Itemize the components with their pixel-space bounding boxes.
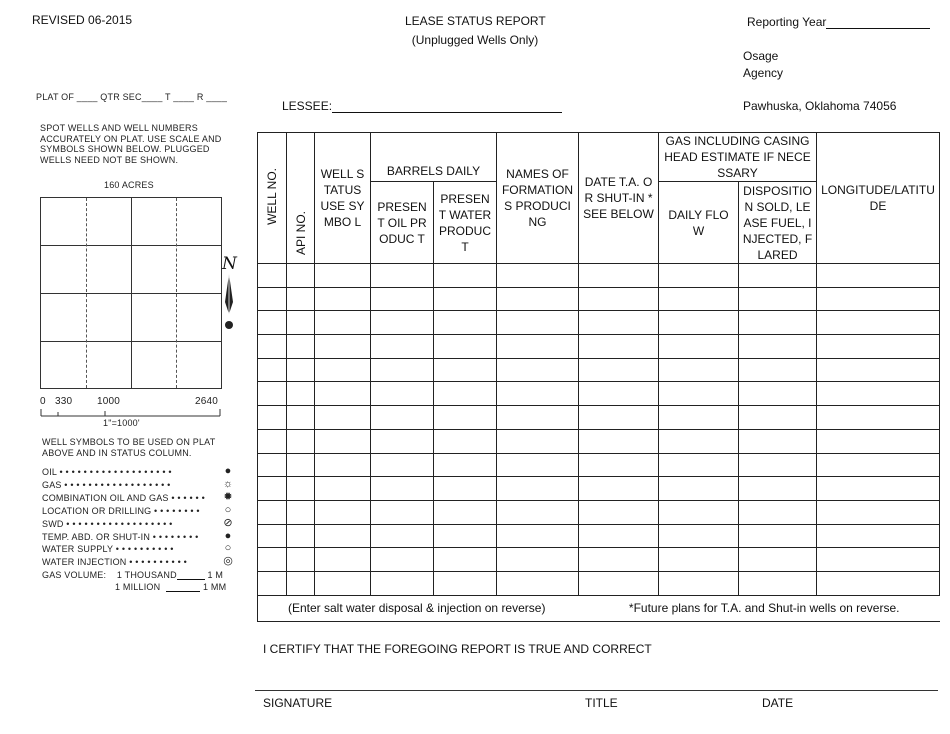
oil-symbol-icon: ●	[224, 465, 232, 477]
gas-million-unit: 1 MM	[203, 582, 227, 592]
table-cell[interactable]	[371, 500, 434, 524]
plat-gridline	[176, 198, 177, 388]
gas-including-header: GAS INCLUDING CASINGHEAD ESTIMATE IF NECESSARY	[659, 133, 817, 182]
well-no-header	[258, 133, 287, 264]
table-cell[interactable]	[579, 571, 659, 595]
table-cell[interactable]	[258, 500, 287, 524]
table-cell[interactable]	[817, 287, 940, 311]
table-cell[interactable]	[817, 311, 940, 335]
daily-flow-header: DAILY FLOW	[659, 182, 739, 264]
table-cell[interactable]	[497, 500, 579, 524]
legend-swd: SWD • • • • • • • • • • • • • • • • • •	[42, 518, 173, 529]
present-oil-header: PRESENT OIL PRODUC T	[371, 182, 434, 264]
table-cell[interactable]	[739, 287, 817, 311]
footer-note-right: *Future plans for T.A. and Shut-in wells on reverse.	[628, 601, 900, 616]
table-cell[interactable]	[287, 500, 315, 524]
agency-line1: Osage	[743, 49, 779, 63]
table-cell[interactable]	[315, 382, 371, 406]
table-cell[interactable]	[817, 429, 940, 453]
table-cell[interactable]	[817, 382, 940, 406]
table-cell[interactable]	[817, 358, 940, 382]
table-cell[interactable]	[258, 429, 287, 453]
well-status-header: WELL STATUS USE SYMBO L	[315, 133, 371, 264]
table-cell[interactable]	[371, 548, 434, 572]
scale-330: 330	[55, 396, 73, 407]
gas-thousand-unit: 1 M	[207, 570, 224, 580]
table-cell[interactable]	[258, 571, 287, 595]
date-ta-header: DATE T.A. OR SHUT-IN *SEE BELOW	[579, 133, 659, 264]
table-cell[interactable]	[497, 548, 579, 572]
table-cell[interactable]	[659, 571, 739, 595]
legend-combination: COMBINATION OIL AND GAS • • • • • •	[42, 492, 205, 503]
symbols-heading	[42, 437, 215, 458]
report-subtitle: (Unplugged Wells Only)	[411, 33, 539, 47]
legend-label: TEMP. ABD. OR SHUT-IN	[42, 531, 151, 542]
table-row	[258, 406, 940, 430]
scale-note: 1"=1000'	[103, 418, 140, 428]
table-cell[interactable]	[371, 429, 434, 453]
combination-symbol-icon: ✹	[223, 490, 233, 503]
table-cell[interactable]	[258, 311, 287, 335]
legend-oil: OIL • • • • • • • • • • • • • • • • • • •	[42, 467, 172, 477]
symbol-glyphs	[220, 465, 236, 568]
gas-volume-label: GAS VOLUME:	[42, 570, 107, 580]
table-cell[interactable]	[315, 311, 371, 335]
table-cell[interactable]	[434, 429, 497, 453]
table-cell[interactable]	[315, 477, 371, 501]
table-cell[interactable]	[497, 429, 579, 453]
north-arrow-icon	[222, 272, 236, 332]
table-cell[interactable]	[287, 524, 315, 548]
table-body	[258, 264, 940, 596]
swd-symbol-icon: ⊘	[223, 516, 233, 529]
plat-instruction-line: SYMBOLS SHOWN BELOW. PLUGGED	[40, 144, 210, 154]
well-no-label: WELL NO.	[265, 167, 279, 225]
table-cell[interactable]	[579, 335, 659, 359]
agency-address: Pawhuska, Oklahoma 74056	[743, 99, 897, 113]
scale-bar	[40, 408, 222, 418]
table-cell[interactable]	[287, 477, 315, 501]
table-cell[interactable]	[258, 524, 287, 548]
table-row	[258, 382, 940, 406]
table-cell[interactable]	[659, 453, 739, 477]
certify-statement: I CERTIFY THAT THE FOREGOING REPORT IS TRUE AND CORRECT	[263, 642, 652, 656]
table-cell[interactable]	[817, 524, 940, 548]
table-row	[258, 287, 940, 311]
plat-acres: 160 ACRES	[104, 180, 154, 190]
title-label: TITLE	[585, 696, 618, 710]
table-cell[interactable]	[497, 406, 579, 430]
plat-instruction-line: WELLS NEED NOT BE SHOWN.	[40, 154, 179, 165]
table-cell[interactable]	[739, 429, 817, 453]
table-cell[interactable]	[739, 453, 817, 477]
table-cell[interactable]	[258, 335, 287, 359]
agency-line2: Agency	[743, 66, 784, 80]
table-cell[interactable]	[287, 548, 315, 572]
table-cell[interactable]	[497, 453, 579, 477]
table-cell[interactable]	[287, 287, 315, 311]
legend-label: COMBINATION OIL AND GAS	[42, 492, 169, 503]
table-cell[interactable]	[659, 382, 739, 406]
table-row	[258, 571, 940, 595]
table-row	[258, 524, 940, 548]
table-cell[interactable]	[287, 382, 315, 406]
table-cell[interactable]	[434, 477, 497, 501]
footer-note-left: (Enter salt water disposal & injection on reverse)	[288, 601, 546, 616]
table-cell[interactable]	[739, 500, 817, 524]
table-cell[interactable]	[497, 477, 579, 501]
table-cell[interactable]	[659, 500, 739, 524]
table-cell[interactable]	[434, 571, 497, 595]
report-title: LEASE STATUS REPORT	[405, 14, 546, 28]
table-cell[interactable]	[371, 287, 434, 311]
table-cell[interactable]	[287, 453, 315, 477]
table-cell[interactable]	[817, 453, 940, 477]
table-cell[interactable]	[315, 571, 371, 595]
legend-label: WATER INJECTION	[42, 557, 127, 568]
table-cell[interactable]	[659, 311, 739, 335]
table-cell[interactable]	[739, 571, 817, 595]
table-cell[interactable]	[287, 429, 315, 453]
table-cell[interactable]	[579, 264, 659, 288]
table-cell[interactable]	[258, 264, 287, 288]
plat-grid[interactable]	[40, 197, 222, 389]
legend-location: LOCATION OR DRILLING • • • • • • • •	[42, 505, 200, 516]
lessee-label: LESSEE:	[282, 99, 333, 113]
table-cell[interactable]	[258, 477, 287, 501]
table-cell[interactable]	[315, 548, 371, 572]
temp-abandoned-symbol-icon: ●	[224, 529, 232, 542]
table-cell[interactable]	[287, 358, 315, 382]
legend-label: LOCATION OR DRILLING	[42, 505, 152, 516]
gas-million-label: 1 MILLION	[115, 582, 161, 592]
footer-row	[258, 595, 940, 621]
table-cell[interactable]	[497, 311, 579, 335]
plat-instruction-line: SPOT WELLS AND WELL NUMBERS	[40, 123, 198, 133]
table-row	[258, 477, 940, 501]
table-cell[interactable]	[497, 524, 579, 548]
table-cell[interactable]	[315, 335, 371, 359]
signature-line[interactable]	[255, 690, 938, 691]
table-cell[interactable]	[579, 477, 659, 501]
table-cell[interactable]	[739, 311, 817, 335]
table-row	[258, 335, 940, 359]
table-cell[interactable]	[817, 571, 940, 595]
scale-0: 0	[40, 396, 46, 407]
table-cell[interactable]	[659, 429, 739, 453]
plat-instruction-line: ACCURATELY ON PLAT. USE SCALE AND	[40, 133, 222, 144]
table-cell[interactable]	[659, 406, 739, 430]
table-cell[interactable]	[579, 382, 659, 406]
table-cell[interactable]	[371, 524, 434, 548]
table-cell[interactable]	[434, 500, 497, 524]
table-cell[interactable]	[497, 264, 579, 288]
table-cell[interactable]	[315, 264, 371, 288]
table-cell[interactable]	[659, 477, 739, 501]
date-label: DATE	[762, 696, 794, 710]
disposition-header: DISPOSITIO N SOLD, LEASE FUEL, INJECTED, FLARED	[739, 182, 817, 264]
table-cell[interactable]	[258, 406, 287, 430]
present-water-header: PRESENT WATER PRODUC T	[434, 182, 497, 264]
north-label: N	[222, 254, 237, 274]
signature-label: SIGNATURE	[263, 696, 333, 710]
gas-symbol-icon: ☼	[222, 477, 234, 490]
table-cell[interactable]	[315, 429, 371, 453]
table-cell[interactable]	[579, 429, 659, 453]
table-cell[interactable]	[287, 264, 315, 288]
table-cell[interactable]	[739, 477, 817, 501]
table-cell[interactable]	[579, 524, 659, 548]
table-cell[interactable]	[434, 335, 497, 359]
table-cell[interactable]	[287, 335, 315, 359]
table-cell[interactable]	[434, 287, 497, 311]
table-cell[interactable]	[371, 335, 434, 359]
table-cell[interactable]	[315, 287, 371, 311]
barrels-daily-header: BARRELS DAILY	[371, 133, 497, 182]
table-cell[interactable]	[434, 264, 497, 288]
legend-gas: GAS • • • • • • • • • • • • • • • • • •	[42, 479, 171, 490]
table-cell[interactable]	[739, 524, 817, 548]
table-cell[interactable]	[817, 548, 940, 572]
table-cell[interactable]	[659, 287, 739, 311]
reporting-year-label: Reporting Year	[747, 15, 827, 29]
table-row	[258, 453, 940, 477]
table-cell[interactable]	[258, 548, 287, 572]
table-cell[interactable]	[659, 264, 739, 288]
table-cell[interactable]	[659, 335, 739, 359]
table-cell[interactable]	[258, 287, 287, 311]
table-cell[interactable]	[434, 406, 497, 430]
table-row	[258, 358, 940, 382]
table-cell[interactable]	[371, 406, 434, 430]
gas-volume-million	[115, 582, 226, 592]
api-no-header	[287, 133, 315, 264]
table-cell[interactable]	[371, 311, 434, 335]
table-cell[interactable]	[371, 453, 434, 477]
table-cell[interactable]	[497, 382, 579, 406]
symbol-legend	[42, 466, 205, 569]
gas-volume-thousand	[42, 570, 223, 580]
table-cell[interactable]	[497, 287, 579, 311]
well-status-table	[257, 132, 940, 622]
table-cell[interactable]	[817, 264, 940, 288]
table-row	[258, 311, 940, 335]
table-cell[interactable]	[371, 358, 434, 382]
table-cell[interactable]	[434, 311, 497, 335]
table-row	[258, 429, 940, 453]
table-cell[interactable]	[258, 358, 287, 382]
plat-gridline	[86, 198, 87, 388]
table-cell[interactable]	[497, 358, 579, 382]
legend-water-injection: WATER INJECTION • • • • • • • • • •	[42, 557, 188, 568]
table-cell[interactable]	[739, 335, 817, 359]
table-cell[interactable]	[817, 406, 940, 430]
table-cell[interactable]	[434, 382, 497, 406]
table-cell[interactable]	[579, 287, 659, 311]
table-cell[interactable]	[579, 548, 659, 572]
scale-1000: 1000	[97, 396, 121, 407]
table-cell[interactable]	[434, 524, 497, 548]
table-cell[interactable]	[434, 548, 497, 572]
legend-label: SWD	[42, 518, 64, 529]
table-cell[interactable]	[258, 382, 287, 406]
table-cell[interactable]	[315, 453, 371, 477]
symbols-heading-line: ABOVE AND IN STATUS COLUMN.	[42, 447, 192, 458]
table-cell[interactable]	[579, 500, 659, 524]
scale-2640: 2640	[195, 396, 219, 407]
table-cell[interactable]	[315, 406, 371, 430]
table-cell[interactable]	[371, 571, 434, 595]
table-cell[interactable]	[497, 571, 579, 595]
table-cell[interactable]	[739, 358, 817, 382]
table-cell[interactable]	[371, 382, 434, 406]
table-cell[interactable]	[371, 264, 434, 288]
table-cell[interactable]	[497, 335, 579, 359]
table-cell[interactable]	[258, 453, 287, 477]
table-row	[258, 264, 940, 288]
lessee-field[interactable]	[282, 99, 562, 113]
symbols-heading-line: WELL SYMBOLS TO BE USED ON PLAT	[42, 437, 216, 447]
formations-header: NAMES OF FORMATION S PRODUCING	[497, 133, 579, 264]
legend-water-supply: WATER SUPPLY • • • • • • • • • •	[42, 544, 174, 555]
revised-date: REVISED 06-2015	[32, 13, 133, 27]
gas-thousand-label: 1 THOUSAND	[116, 570, 177, 580]
table-cell[interactable]	[579, 406, 659, 430]
legend-temp: TEMP. ABD. OR SHUT-IN • • • • • • • •	[42, 531, 199, 542]
table-row	[258, 548, 940, 572]
legend-label: GAS	[42, 479, 62, 490]
table-cell[interactable]	[817, 500, 940, 524]
water-injection-symbol-icon: ◎	[223, 555, 233, 568]
plat-instructions	[40, 123, 222, 165]
table-cell[interactable]	[739, 382, 817, 406]
table-cell[interactable]	[287, 311, 315, 335]
legend-label: WATER SUPPLY	[42, 544, 114, 555]
table-cell[interactable]	[287, 571, 315, 595]
longitude-header: LONGITUDE/LATITU DE	[817, 133, 940, 264]
table-footer	[258, 595, 940, 621]
plat-location: PLAT OF ____ QTR SEC____ T ____ R ____	[36, 92, 228, 102]
table-row	[258, 500, 940, 524]
table-cell[interactable]	[659, 548, 739, 572]
table-cell[interactable]	[579, 453, 659, 477]
table-cell[interactable]	[659, 358, 739, 382]
table-cell[interactable]	[315, 500, 371, 524]
legend-label: OIL	[42, 467, 57, 477]
water-supply-symbol-icon: ○	[224, 542, 232, 555]
table-cell[interactable]	[371, 477, 434, 501]
table-cell[interactable]	[434, 453, 497, 477]
header-row	[258, 133, 940, 182]
reporting-year-field[interactable]	[747, 15, 930, 29]
table-cell[interactable]	[659, 524, 739, 548]
table-cell[interactable]	[817, 335, 940, 359]
table-cell[interactable]	[287, 406, 315, 430]
table-cell[interactable]	[579, 358, 659, 382]
table-cell[interactable]	[315, 358, 371, 382]
table-cell[interactable]	[315, 524, 371, 548]
table-cell[interactable]	[434, 358, 497, 382]
table-cell[interactable]	[739, 264, 817, 288]
table-cell[interactable]	[739, 548, 817, 572]
api-no-label: API NO.	[293, 210, 308, 255]
table-cell[interactable]	[579, 311, 659, 335]
location-symbol-icon: ○	[224, 503, 232, 516]
table-cell[interactable]	[739, 406, 817, 430]
table-cell[interactable]	[817, 477, 940, 501]
plat-gridline	[131, 198, 132, 388]
